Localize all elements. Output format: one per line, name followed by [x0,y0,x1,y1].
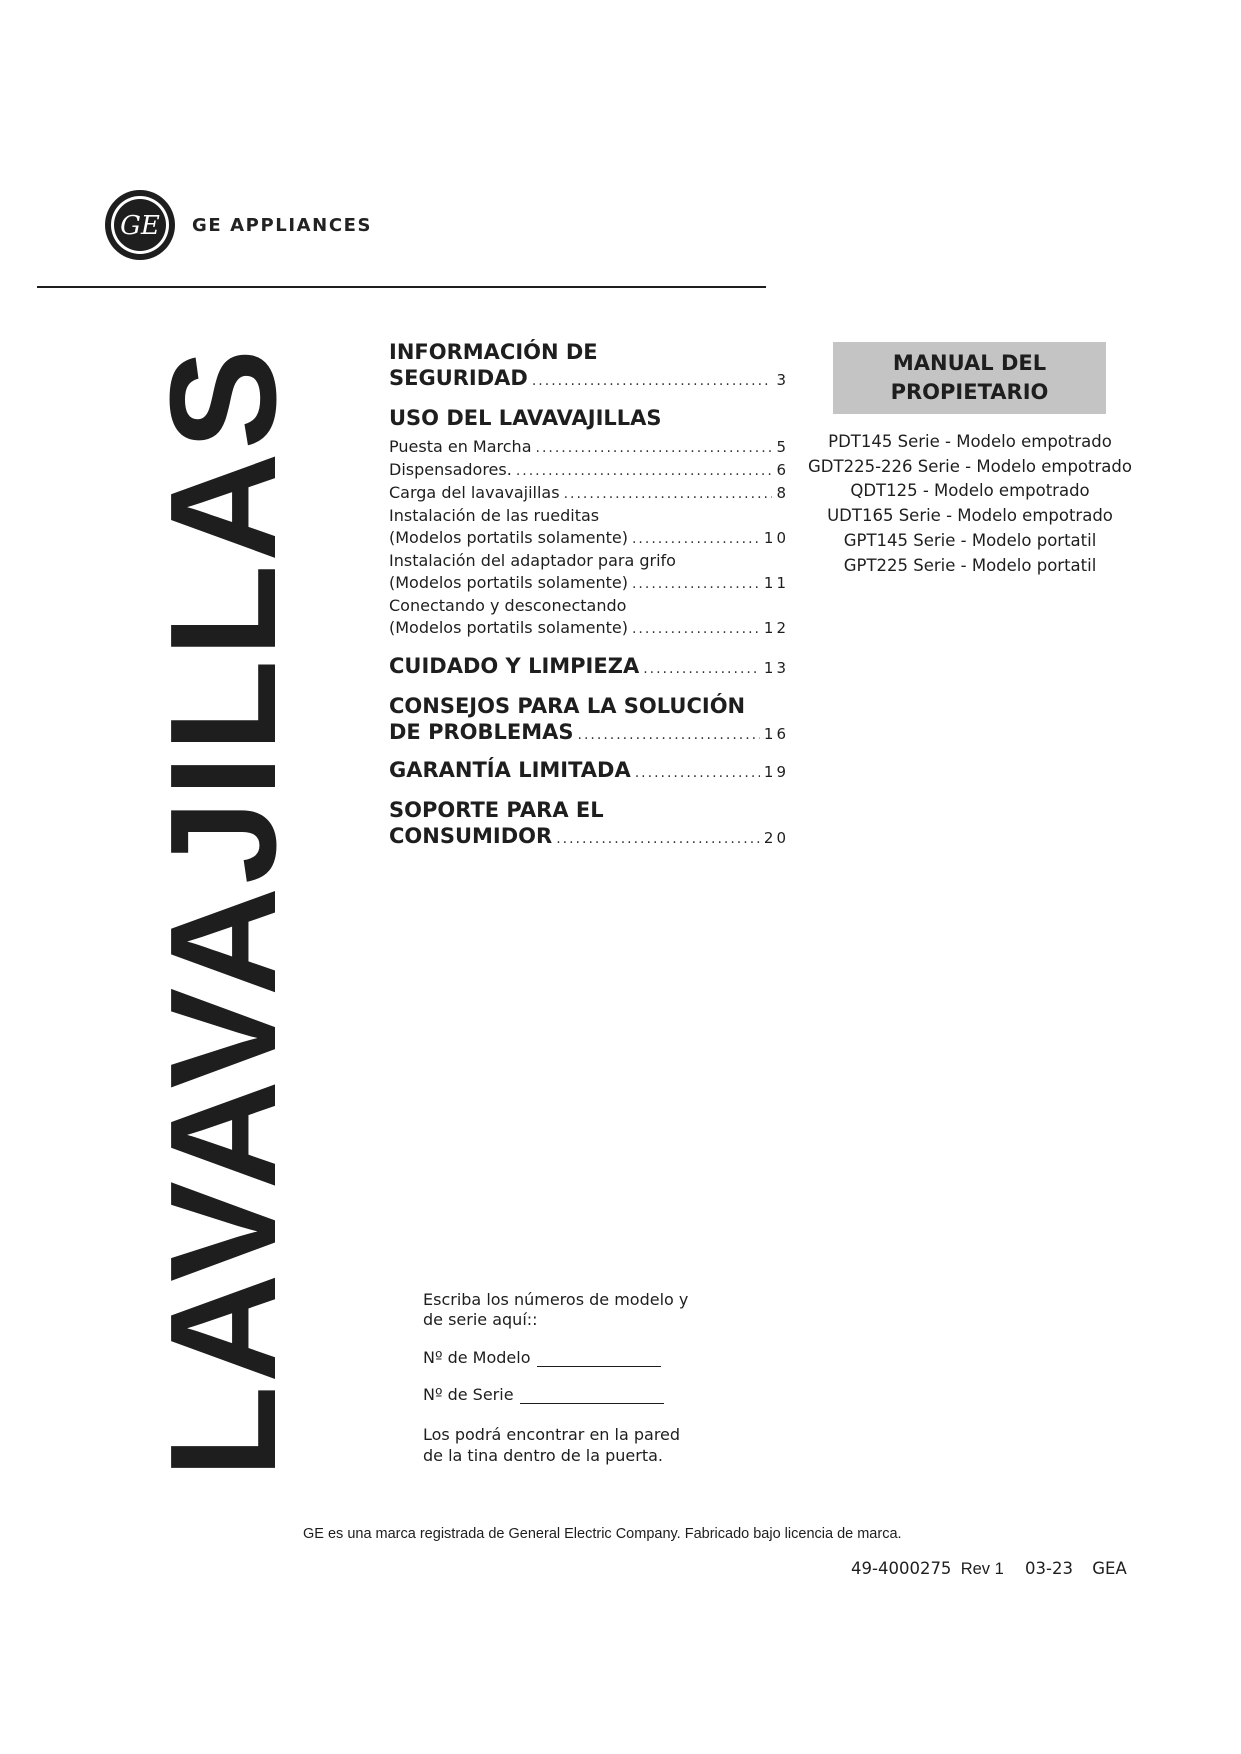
record-note-line1: Los podrá encontrar en la pared [423,1425,681,1444]
document-code [851,1559,1127,1579]
toc-leader-dots [632,618,760,640]
toc-section [389,796,789,848]
model-number-field [423,1348,753,1367]
toc-item [389,436,789,459]
toc-leader-dots [632,528,760,550]
toc-item-label: Dispensadores. [389,460,512,479]
serial-number-line [520,1385,664,1404]
model-item: QDT125 - Modelo empotrado [850,481,1090,501]
doc-revision: Rev 1 [960,1560,1004,1578]
serial-number-label: Nº de Serie [423,1385,514,1404]
model-item: UDT165 Serie - Modelo empotrado [827,506,1113,526]
toc-page-number: 5 [776,438,789,456]
toc-leader-dots [536,437,773,459]
toc-section-title: SOPORTE PARA EL [389,798,604,822]
toc-page-number: 16 [763,725,789,743]
toc-leader-dots [643,661,760,677]
record-note-line2: de la tina dentro de la puerta. [423,1446,663,1465]
toc-section-title: CONSEJOS PARA LA SOLUCIÓN [389,694,746,718]
toc-item [389,572,789,595]
toc-item [389,482,789,505]
ge-monogram-icon [104,189,176,261]
model-number-label: Nº de Modelo [423,1348,531,1367]
doc-date: 03-23 [1025,1559,1073,1578]
toc-item-label: (Modelos portatils solamente) [389,618,628,637]
toc-section-row [389,366,789,390]
toc-section [389,338,789,390]
toc-leader-dots [635,765,760,781]
toc-leader-dots [556,831,760,847]
toc-item [389,459,789,482]
manual-title-box [833,342,1106,414]
toc-page-number: 6 [776,461,789,479]
toc-section [389,692,789,744]
brand-name: GE APPLIANCES [192,214,373,236]
toc-section-row [389,824,789,848]
manual-title-line1: MANUAL DEL [892,351,1047,375]
toc-item-label: (Modelos portatils solamente) [389,573,628,592]
toc-section-row [389,720,789,744]
model-item: GPT145 Serie - Modelo portatil [843,530,1097,550]
toc-items [389,436,789,640]
toc-item-line: Instalación del adaptador para grifo [389,551,676,570]
toc-item [389,617,789,640]
toc-item-label: Carga del lavavajillas [389,483,560,502]
toc-section-title: GARANTÍA LIMITADA [389,758,631,782]
toc-section [389,404,789,640]
table-of-contents [389,338,789,862]
doc-number: 49-4000275 [851,1559,952,1578]
record-numbers-block [423,1290,753,1466]
toc-page-number: 8 [776,484,789,502]
model-list [790,430,1150,578]
toc-item-label: Puesta en Marcha [389,437,532,456]
toc-leader-dots [632,573,760,595]
toc-section-row [389,654,789,678]
toc-section [389,758,789,782]
toc-page-number: 10 [763,529,789,547]
ge-monogram-text: GE [120,211,160,241]
toc-section [389,654,789,678]
model-item: GPT225 Serie - Modelo portatil [843,555,1097,575]
toc-item-label: (Modelos portatils solamente) [389,528,628,547]
toc-page-number: 13 [763,659,789,677]
model-number-line [537,1348,661,1367]
toc-leader-dots [532,373,773,389]
toc-section-title: USO DEL LAVAVAJILLAS [389,406,662,430]
toc-section-title: INFORMACIÓN DE [389,340,598,364]
record-intro-line2: de serie aquí:: [423,1310,538,1329]
toc-page-number: 20 [763,829,789,847]
trademark-notice: GE es una marca registrada de General Electric Company. Fabricado bajo licencia de marca. [303,1526,902,1542]
toc-page-number: 11 [763,574,789,592]
toc-item-line: Conectando y desconectando [389,596,627,615]
serial-number-field [423,1385,753,1404]
toc-section-title: SEGURIDAD [389,366,528,390]
model-item: GDT225-226 Serie - Modelo empotrado [808,456,1132,476]
toc-section-row [389,758,789,782]
toc-page-number: 3 [776,371,789,389]
toc-section-title: CUIDADO Y LIMPIEZA [389,654,640,678]
toc-section-title: CONSUMIDOR [389,824,553,848]
toc-section-title: DE PROBLEMAS [389,720,574,744]
toc-leader-dots [578,727,760,743]
record-note [423,1424,753,1466]
record-intro [423,1290,753,1330]
toc-page-number: 19 [763,763,789,781]
toc-item-line: Instalación de las rueditas [389,506,600,525]
toc-page-number: 12 [763,619,789,637]
vertical-title: LAVAVAJILLAS [138,345,307,1478]
manual-title-line2: PROPIETARIO [890,380,1049,404]
header-rule [37,286,766,288]
doc-code: GEA [1092,1559,1127,1578]
ge-logo [104,189,372,261]
toc-leader-dots [516,460,773,482]
record-intro-line1: Escriba los números de modelo y [423,1290,689,1309]
toc-leader-dots [564,483,773,505]
toc-item [389,527,789,550]
model-item: PDT145 Serie - Modelo empotrado [828,432,1112,451]
